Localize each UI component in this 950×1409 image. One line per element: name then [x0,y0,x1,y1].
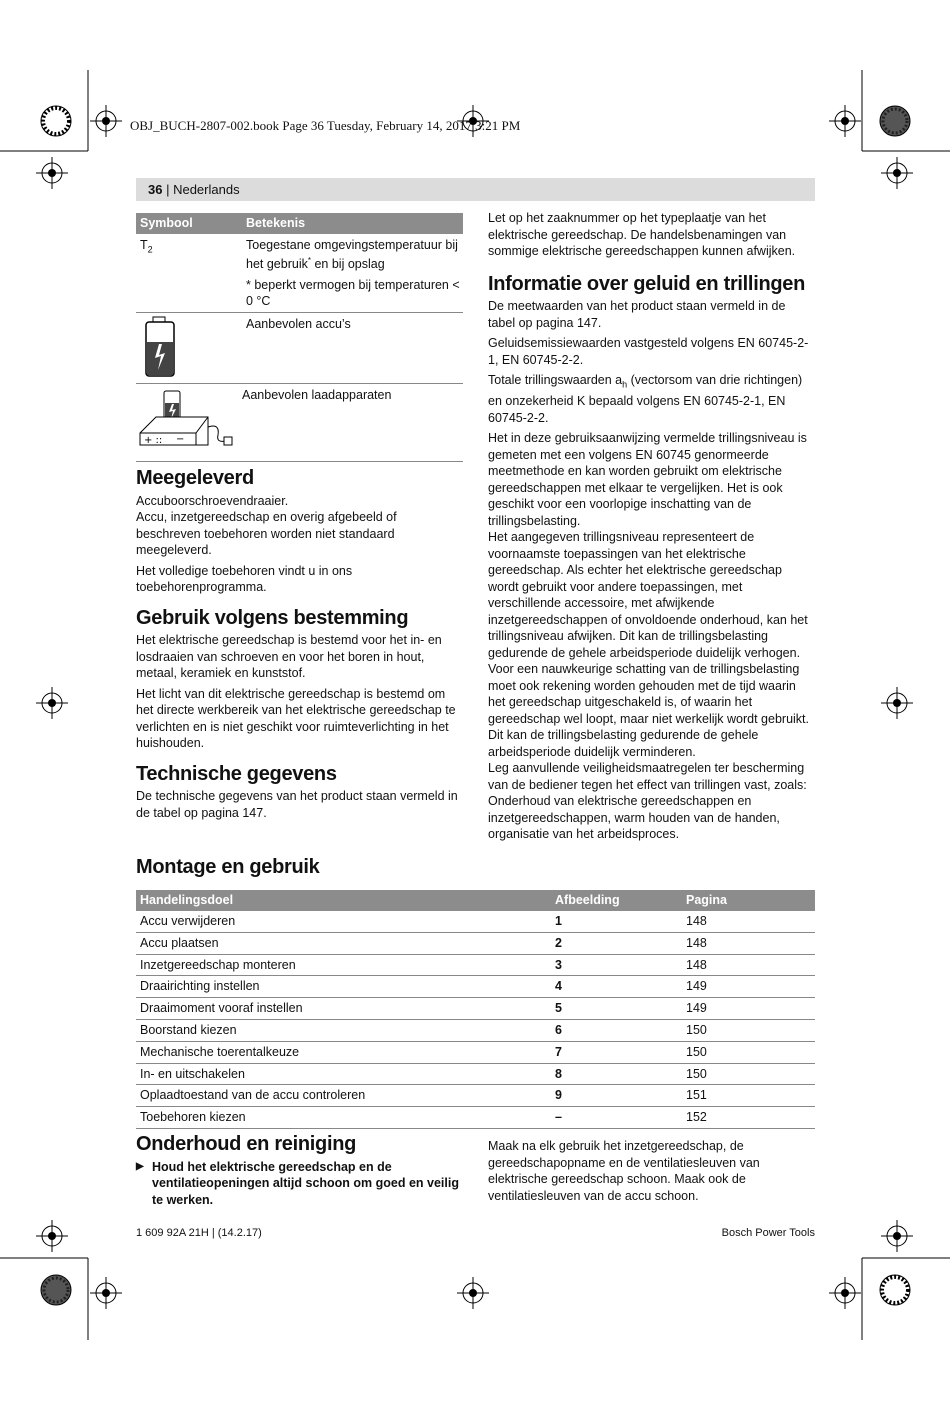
footer-brand: Bosch Power Tools [721,1227,815,1239]
svg-text:−: − [176,434,185,445]
header-language: Nederlands [173,182,240,197]
onderhoud-right: Maak na elk gebruik het inzetgereedschap, de gereedschapopname en de ventilatiesleuven van elektrische gereedschap schoon. Maak ook de ventilatiesleuven van de accu schoon. [488,1139,760,1203]
gebruik-p2: Het licht van dit elektrische gereedschap is bestemd om het directe werkbereik van het elektrische gereedschap te verlichten en is niet geschikt voor ruimteverlichting in het huishouden. [136,686,456,750]
table-row: Oplaadtoestand van de accu controleren 9 151 [136,1085,815,1107]
heading-onderhoud: Onderhoud en reiniging [136,1133,357,1155]
bullet-arrow-icon: ▶ [136,1160,144,1172]
montage-table-header [136,890,815,911]
table-row: Draaimoment vooraf instellen 5 149 [136,998,815,1020]
header-pagina: Pagina [686,893,727,907]
table-row: Mechanische toerentalkeuze 7 150 [136,1042,815,1064]
montage-table [136,890,815,1129]
onderhoud-bullet: ▶ Houd het elektrische gereedschap en de ventilatieopeningen altijd schoon om goed en veilig te werken. [136,1159,459,1207]
onderhoud-left [136,1133,463,1208]
table-row: Accu plaatsen 2 148 [136,933,815,955]
symbol-row-charger [136,384,463,462]
meegeleverd-p1: Accuboorschroevendraaier. [136,493,289,508]
heading-meegeleverd: Meegeleverd [136,467,254,489]
page-header [136,178,815,201]
charger-icon [136,387,242,461]
header-symbol: Symbool [140,216,193,230]
header-separator: | [162,182,174,197]
symbol-t2: $T_2$ [140,238,153,255]
symbol-row-battery [136,313,463,384]
header-afbeelding: Afbeelding [555,893,620,907]
right-column [488,210,815,843]
meaning-temperature: Toegestane omgevingstemperatuur bij het gebruik* en bij opslag * beperkt vermogen bij temperaturen < 0 °C [246,238,460,309]
heading-gebruik: Gebruik volgens bestemming [136,606,409,629]
page-number: 36 [148,182,163,197]
right-p5: Het aangegeven trillingsniveau representeert de voornaamste toepassingen van het elektrische gereedschap. Als echter het elektrische gereedschap wordt gebruikt voor andere toepassingen, met verschillende accessoire, met afwijkende inzetgereedschappen of onvoldoende onderhoud, kan het trillingsniveau afwijken. Dit kan de trillingsbelasting gedurende de gehele arbeidsperiode duidelijk verhogen. [488,530,808,660]
symbol-table [136,213,463,462]
right-p3: Totale trillingswaarden $a_h$ (vectorsom van drie richtingen) en onzekerheid K bepaald volgens EN 60745-2-1, EN 60745-2-2. [488,373,803,425]
book-info-line: OBJ_BUCH-2807-002.book Page 36 Tuesday, February 14, 2017 3:21 PM [130,118,521,133]
left-column [136,467,463,825]
symbol-table-header [136,213,463,234]
meegeleverd-p3: Het volledige toebehoren vindt u in ons toebehorenprogramma. [136,563,353,594]
svg-text:+ ::: + :: [144,435,163,446]
heading-geluid: Informatie over geluid en trillingen [488,272,806,295]
right-p2: Geluidsemissiewaarden vastgesteld volgens EN 60745-2-1, EN 60745-2-2. [488,336,809,367]
heading-technisch: Technische gegevens [136,762,337,785]
right-p7: Leg aanvullende veiligheidsmaatregelen ter bescherming van de bediener tegen het effect van trillingen vast, zoals: Onderhoud van elektrische gereedschappen en inzetgereedschappen, warm houden van de handen, organisatie van het arbeidsproces. [488,761,807,841]
meaning-battery: Aanbevolen accu’s [246,317,351,331]
header-meaning: Betekenis [246,216,306,230]
footer-doc-id: 1 609 92A 21H | (14.2.17) [136,1227,262,1239]
meegeleverd-p2: Accu, inzetgereedschap en overig afgebeeld of beschreven toebehoren worden niet standaard meegeleverd. [136,510,397,557]
table-row: In- en uitschakelen 8 150 [136,1064,815,1086]
table-row: Inzetgereedschap monteren 3 148 [136,955,815,977]
battery-icon [136,316,246,383]
meaning-charger: Aanbevolen laadapparaten [242,388,392,402]
right-p4: Het in deze gebruiksaanwijzing vermelde trillingsniveau is gemeten met een volgens EN 60745 genormeerde meetmethode en kan worden gebruikt om elektrische gereedschappen met elkaar te vergelijken. Het is ook geschikt voor een voorlopige inschatting van de trillingsbelasting. [488,431,807,528]
header-handelingsdoel: Handelingsdoel [140,893,234,907]
table-row: Toebehoren kiezen – 152 [136,1107,815,1129]
table-row: Boorstand kiezen 6 150 [136,1020,815,1042]
right-p0: Let op het zaaknummer op het typeplaatje van het elektrische gereedschap. De handelsbenamingen van sommige elektrische gereedschappen kunnen afwijken. [488,211,796,258]
heading-montage: Montage en gebruik [136,856,320,878]
right-p1: De meetwaarden van het product staan vermeld in de tabel op pagina 147. [488,299,786,330]
table-row: Accu verwijderen 1 148 [136,911,815,933]
technisch-p1: De technische gegevens van het product staan vermeld in de tabel op pagina 147. [136,789,458,820]
symbol-row-temperature [136,234,463,313]
gebruik-p1: Het elektrische gereedschap is bestemd voor het in- en losdraaien van schroeven en voor het boren in hout, metaal, keramiek en kunststof. [136,633,442,680]
table-row: Draairichting instellen 4 149 [136,976,815,998]
right-p6: Voor een nauwkeurige schatting van de trillingsbelasting moet ook rekening worden gehouden met de tijd waarin het gereedschap uitgeschakeld is, of waarin het gereedschap wel loopt, maar niet werkelijk wordt gebruikt. Dit kan de trillingsbelasting gedurende de gehele arbeidsperiode duidelijk verminderen. [488,662,809,759]
